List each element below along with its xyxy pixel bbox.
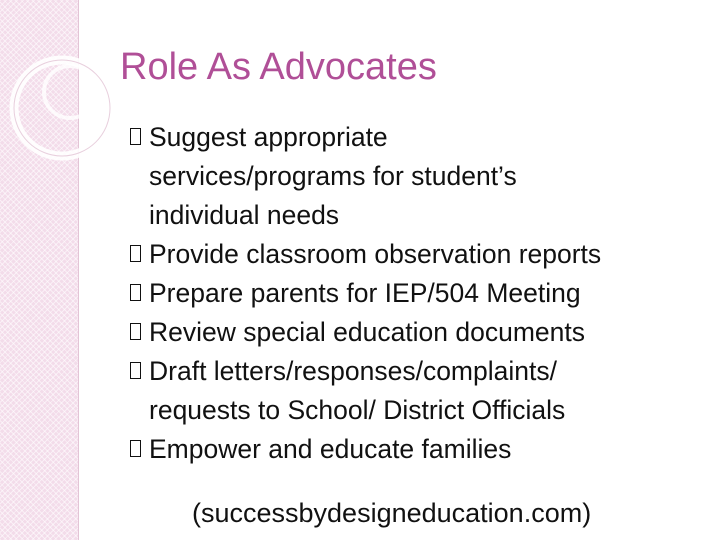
- bullet-item: [130, 352, 720, 430]
- source-citation: (successbydesigneducation.com): [192, 498, 592, 528]
- bullet-item: [130, 235, 720, 274]
- bullet-item: [130, 274, 720, 313]
- bullet-text-line: Prepare parents for IEP/504 Meeting: [149, 278, 581, 308]
- bullet-text-line: Draft letters/responses/complaints/: [149, 356, 557, 386]
- bullet-text-line: individual needs: [149, 200, 340, 230]
- bullet-square-icon: [130, 284, 141, 301]
- bullet-text-line: Suggest appropriate: [149, 122, 388, 152]
- bullet-square-icon: [130, 362, 141, 379]
- bullet-square-icon: [130, 440, 141, 457]
- bullet-text-line: services/programs for student’s: [149, 161, 517, 191]
- bullet-list: [130, 118, 720, 469]
- bullet-item: [130, 118, 720, 235]
- bullet-square-icon: [130, 245, 141, 262]
- bullet-square-icon: [130, 323, 141, 340]
- bullet-text-line: Provide classroom observation reports: [149, 239, 602, 269]
- bullet-text-line: Empower and educate families: [149, 434, 512, 464]
- slide-title: Role As Advocates: [120, 46, 437, 88]
- bullet-text-line: requests to School/ District Officials: [149, 395, 566, 425]
- bullet-item: [130, 313, 720, 352]
- bullet-square-icon: [130, 128, 141, 145]
- bullet-text-line: Review special education documents: [149, 317, 586, 347]
- bullet-item: [130, 430, 720, 469]
